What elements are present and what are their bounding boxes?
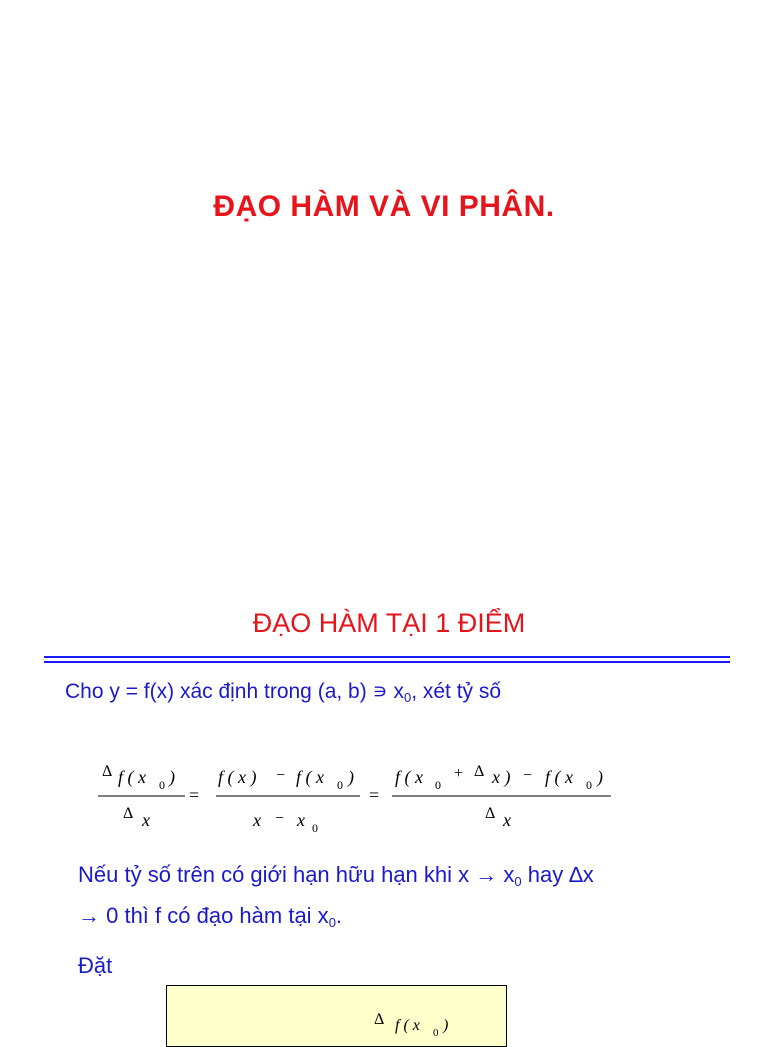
difference-quotient-formula xyxy=(90,748,630,848)
slide-title: ĐẠO HÀM VÀ VI PHÂN. xyxy=(213,190,555,223)
intro-text: Cho y = f(x) xác định trong (a, b) ∍ $x_0$, xét tỷ số xyxy=(65,680,502,705)
svg-text:): ) xyxy=(348,767,354,787)
frac1-denominator: x xyxy=(142,810,150,830)
define-label: Đặt xyxy=(78,953,113,978)
svg-text:f ( x: f ( x xyxy=(296,767,324,787)
limit-condition-text: Nếu tỷ số trên có giới hạn hữu hạn khi $x \to x_0$ hay ∆x xyxy=(78,862,594,889)
frac3-den-delta: Δ xyxy=(485,805,496,822)
svg-text:−: − xyxy=(523,767,533,784)
definition-box xyxy=(166,985,507,1047)
svg-text:x ): x ) xyxy=(492,767,511,787)
svg-text:f ( x: f ( x xyxy=(395,1017,420,1034)
svg-text:x: x xyxy=(297,810,305,830)
svg-text:−: − xyxy=(276,767,286,784)
frac1-den-delta: Δ xyxy=(123,805,134,822)
divider-line-bottom xyxy=(44,661,730,663)
svg-text:f ( x: f ( x xyxy=(545,767,573,787)
svg-text:−: − xyxy=(275,810,285,827)
frac3-denominator: x xyxy=(503,810,511,830)
frac2-denominator: x xyxy=(253,810,261,830)
frac1-num-sub: 0 xyxy=(159,778,165,792)
divider-line-top xyxy=(44,656,730,658)
frac3-numerator: f ( x xyxy=(395,767,423,787)
equals-sign-2: = xyxy=(369,785,380,805)
svg-text:0: 0 xyxy=(312,821,318,835)
derivative-statement-text: → 0 thì f có đạo hàm tại $x_0$. xyxy=(78,903,343,930)
frac2-numerator: f ( x ) xyxy=(218,767,257,787)
svg-text:0: 0 xyxy=(433,1027,439,1039)
svg-text:+: + xyxy=(454,765,464,782)
svg-text:): ) xyxy=(443,1017,449,1034)
svg-text:): ) xyxy=(597,767,603,787)
section-title: ĐẠO HÀM TẠI 1 ĐIỂM xyxy=(252,608,526,638)
svg-text:0: 0 xyxy=(337,778,343,792)
definition-formula xyxy=(167,986,506,1046)
svg-text:0: 0 xyxy=(586,778,592,792)
frac1-numerator: f ( x xyxy=(118,767,146,787)
equals-sign-1: = xyxy=(189,785,200,805)
svg-text:Δ: Δ xyxy=(374,1011,385,1028)
svg-text:0: 0 xyxy=(435,778,441,792)
svg-text:): ) xyxy=(169,767,175,787)
svg-text:Δ: Δ xyxy=(474,763,485,780)
frac1-delta: Δ xyxy=(102,763,113,780)
